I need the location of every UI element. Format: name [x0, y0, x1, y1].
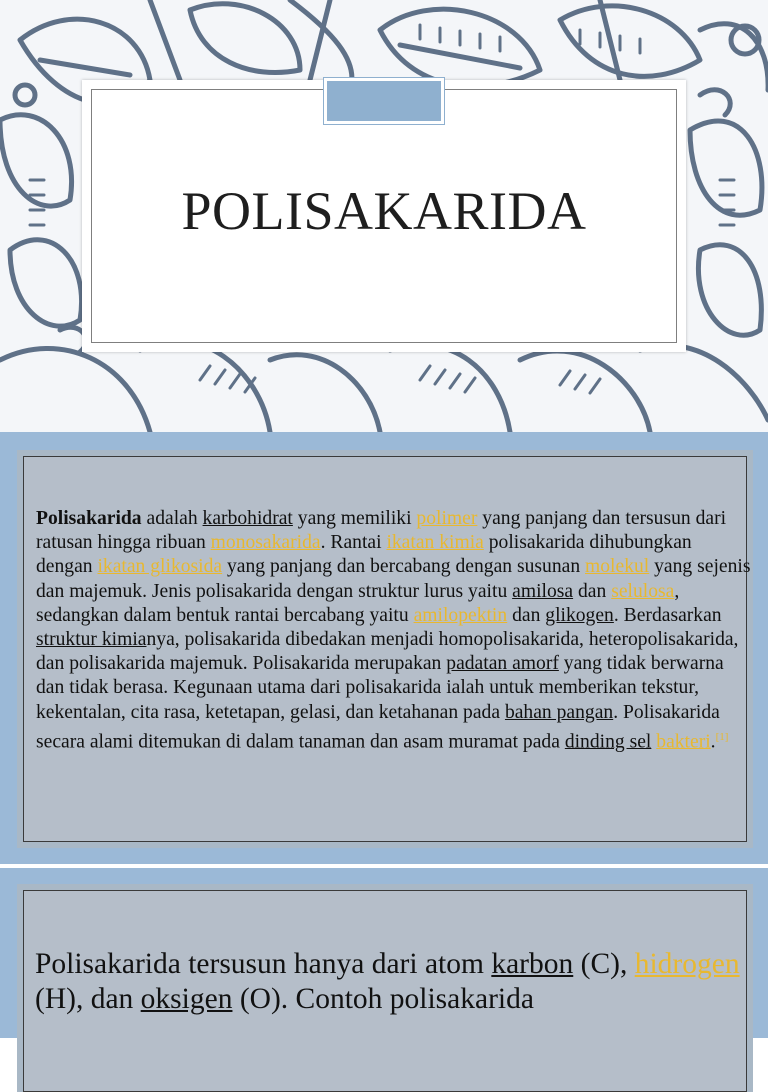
text-run: polisakarida dihubungkan dengan [36, 532, 692, 578]
title-card [82, 80, 686, 352]
text-run: , sedangkan dalam bentuk rantai bercabang yaitu [36, 580, 680, 626]
composition-paragraph [35, 947, 747, 1017]
gold-link[interactable]: ikatan glikosida [97, 556, 223, 578]
underlined-link[interactable]: amilosa [512, 580, 574, 602]
text-run: . [710, 731, 716, 753]
gold-link[interactable]: polimer [416, 508, 478, 529]
text-run: yang panjang dan bercabang dengan susunan [222, 556, 586, 578]
gold-link[interactable]: bakteri [656, 731, 711, 753]
content-box [23, 456, 751, 842]
text-run: yang memiliki [292, 508, 417, 529]
title-accent-tab [324, 78, 444, 124]
text-run: (C), [573, 948, 635, 980]
text-run: (H), dan [35, 983, 141, 1015]
definition-paragraph [36, 507, 752, 755]
underlined-link[interactable]: karbohidrat [202, 508, 293, 529]
text-run: dan [573, 580, 612, 602]
underlined-link[interactable]: glikogen [545, 604, 614, 626]
composition-slide [0, 866, 768, 1038]
gold-link[interactable]: selulosa [611, 580, 675, 602]
underlined-link[interactable]: dinding sel [564, 731, 652, 753]
text-run: nya, polisakarida dibedakan menjadi homopolisakarida, heteropolisakarida, dan polisakarida majemuk. Polisakarida merupakan [36, 629, 739, 675]
bold-term: Polisakarida [36, 508, 142, 529]
gold-link[interactable]: amilopektin [413, 604, 508, 626]
gold-link[interactable]: ikatan kimia [386, 532, 484, 554]
text-run: Polisakarida tersusun hanya dari atom [35, 948, 492, 980]
content-box [23, 890, 747, 1092]
gold-link[interactable]: molekul [585, 556, 650, 578]
slide-title: POLISAKARIDA [181, 181, 587, 241]
text-run: . Rantai [320, 532, 387, 554]
text-run: (O). Contoh polisakarida [232, 983, 534, 1015]
underlined-link[interactable]: padatan amorf [446, 653, 559, 675]
underlined-link[interactable]: struktur kimia [36, 629, 147, 651]
text-run: yang tidak berwarna dan tidak berasa. Kegunaan utama dari polisakarida ialah untuk memberikan tekstur, kekentalan, cita rasa, ketetapan, gelasi, dan ketahanan pada [36, 653, 724, 723]
text-run: . Polisakarida secara alami ditemukan di dalam tanaman dan asam muramat pada [36, 701, 720, 753]
text-run: yang sejenis dan majemuk. Jenis polisakarida dengan struktur lurus yaitu [36, 556, 751, 602]
title-slide [0, 0, 768, 432]
citation-link[interactable]: [1] [715, 730, 729, 743]
underlined-link[interactable]: bahan pangan [504, 701, 614, 723]
underlined-link[interactable]: karbon [491, 948, 574, 980]
text-run: adalah [141, 508, 203, 529]
definition-slide [0, 432, 768, 864]
text-run: . Berdasarkan [613, 604, 722, 626]
text-run: dan [507, 604, 546, 626]
text-run: yang panjang dan tersusun dari ratusan hingga ribuan [36, 508, 727, 554]
gold-link[interactable]: hidrogen [634, 948, 740, 980]
gold-link[interactable]: monosakarida [210, 532, 321, 554]
underlined-link[interactable]: oksigen [140, 983, 233, 1015]
